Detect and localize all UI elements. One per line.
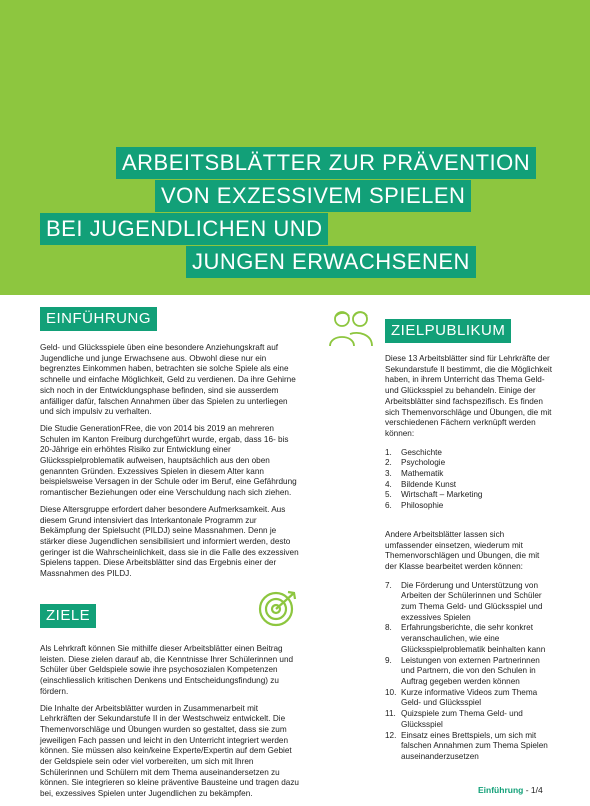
target-icon (256, 589, 302, 627)
ziele-paragraph-2: Die Inhalte der Arbeitsblätter wurden in Zusammenarbeit mit Lehrkräften der Sekundarstufe II in der Westschweiz entwickelt. Die Themenvorschläge und Übungen wurden so gestaltet, dass sie zum jeweiligen Fach passen und leicht in den Unterricht integriert werden können. Sie müssen also kein/keine Experte/Expertin auf dem Gebiet der Geldspiele sein oder viel vorbereiten, um sich mit Ihren Schülerinnen und Schülern mit dem Thema auseinandersetzen zu können. Sie integrieren so kleine präventive Bausteine und tragen dazu bei, exzessives Spielen unter Jugendlichen zu bekämpfen. (40, 703, 299, 799)
title-line-1: ARBEITSBLÄTTER ZUR PRÄVENTION (116, 147, 536, 179)
zielpublikum-intro: Diese 13 Arbeitsblätter sind für Lehrkräfte der Sekundarstufe II bestimmt, die die Möglichkeit haben, in ihrem Unterricht das Thema Geld- und Glücksspiel zu behandeln. Einige der Arbeitsblätter sind fachspezifisch. Es finden sich Themenvorschläge und Übungen, die mit verschiedenen Fächern verknüpft werden können: (385, 354, 553, 438)
header-banner (0, 0, 590, 295)
list-item: 12. Einsatz eines Brettspiels, um sich mit falschen Annahmen zum Thema Spielen auseinanderzusetzen (385, 730, 548, 761)
title-line-2: VON EXZESSIVEM SPIELEN (155, 180, 471, 212)
list-item: 6. Philosophie (385, 501, 444, 511)
list-item: 11. Quizspiele zum Thema Geld- und Glücksspiel (385, 709, 523, 729)
list-item: 3. Mathematik (385, 469, 444, 479)
einfuehrung-paragraph-2: Die Studie GenerationFRee, die von 2014 bis 2019 an mehreren Schulen im Kanton Freiburg durchgeführt wurde, ergab, dass 16- bis 20-Jährige ein erhöhtes Risiko zur Entwicklung einer Glücksspielproblematik aufweisen, hauptsächlich aus den oben genannten Gründen. Exzessives Spielen in diesem Alter kann beispielsweise Versagen in der Schule oder im Beruf, eine Gefährdung romantischer Beziehungen oder eine Verschuldung nach sich ziehen. (40, 423, 297, 498)
footer-chapter: Einführung (478, 785, 524, 795)
title-line-3: BEI JUGENDLICHEN UND (40, 213, 328, 245)
list-item: 10. Kurze informative Videos zum Thema Geld- und Glücksspiel (385, 687, 538, 708)
list-item: 4. Bildende Kunst (385, 479, 457, 489)
section-heading-einfuehrung: EINFÜHRUNG (40, 307, 157, 331)
zielpublikum-second-intro: Andere Arbeitsblätter lassen sich umfassender einsetzen, wiederum mit Themenvorschlägen und Übungen, die mit der Klasse bearbeitet werden können: (385, 529, 540, 571)
list-item: 1. Geschichte (385, 447, 442, 457)
section-heading-ziele: ZIELE (40, 604, 96, 628)
list-item: 5. Wirtschaft – Marketing (385, 490, 483, 500)
subjects-list (385, 448, 553, 512)
ziele-text (40, 644, 300, 806)
einfuehrung-text (40, 343, 300, 586)
page-footer (478, 785, 543, 795)
footer-page-number: 1/4 (530, 785, 543, 795)
list-item: 2. Psychologie (385, 458, 446, 468)
ziele-paragraph-1: Als Lehrkraft können Sie mithilfe dieser Arbeitsblätter einen Beitrag leisten. Diese zielen darauf ab, die Kenntnisse Ihrer Schülerinnen und Schüler über Geldspiele sowie ihre psychosozialen Kompetenzen (einschliesslich kritischen Denkens und Entscheidungsfindung) zu fördern. (40, 644, 294, 696)
people-icon (328, 308, 374, 348)
einfuehrung-paragraph-1: Geld- und Glücksspiele üben eine besondere Anziehungskraft auf Jugendliche und junge Erwachsene aus. Obwohl diese nur ein begrenztes Einkommen haben, betrachten sie solche Spiele als eine schnelle und einfache Möglichkeit, Geld zu verdienen. Da ihre Gehirne sich noch in der Entwicklungsphase befinden, sind sie ausserdem anfälliger dafür, falschen Annahmen über das Spielen zu unterliegen und sich impulsiv zu verhalten. (40, 343, 296, 417)
list-item: 8. Erfahrungsberichte, die sehr konkret veranschaulichen, wie eine Glücksspielproblematik beinhalten kann (385, 623, 546, 654)
section-heading-zielpublikum: ZIELPUBLIKUM (385, 319, 511, 343)
footer-separator: - (523, 785, 531, 795)
list-item: 7. Die Förderung und Unterstützung von Arbeiten der Schülerinnen und Schüler zum Thema Geld- und Glücksspiel und exzessives Spielen (385, 580, 543, 622)
list-item: 9. Leistungen von externen Partnerinnen und Partnern, die von den Schulen in Auftrag gegeben werden können (385, 655, 540, 686)
zielpublikum-text (385, 354, 553, 763)
general-list (385, 581, 553, 763)
einfuehrung-paragraph-3: Diese Altersgruppe erfordert daher besondere Aufmerksamkeit. Aus diesem Grund intensiviert das Interkantonale Programm zur Bekämpfung der Spielsucht (PILDJ) seine Massnahmen. Denn je stärker diese Jugendlichen sensibilisiert und informiert werden, desto geringer ist die Wahrscheinlichkeit, dass sie in die Falle des exzessiven Spielens tappen. Diese Arbeitsblätter sind das Ergebnis einer der Massnahmen des PILDJ. (40, 504, 299, 579)
title-line-4: JUNGEN ERWACHSENEN (186, 246, 476, 278)
